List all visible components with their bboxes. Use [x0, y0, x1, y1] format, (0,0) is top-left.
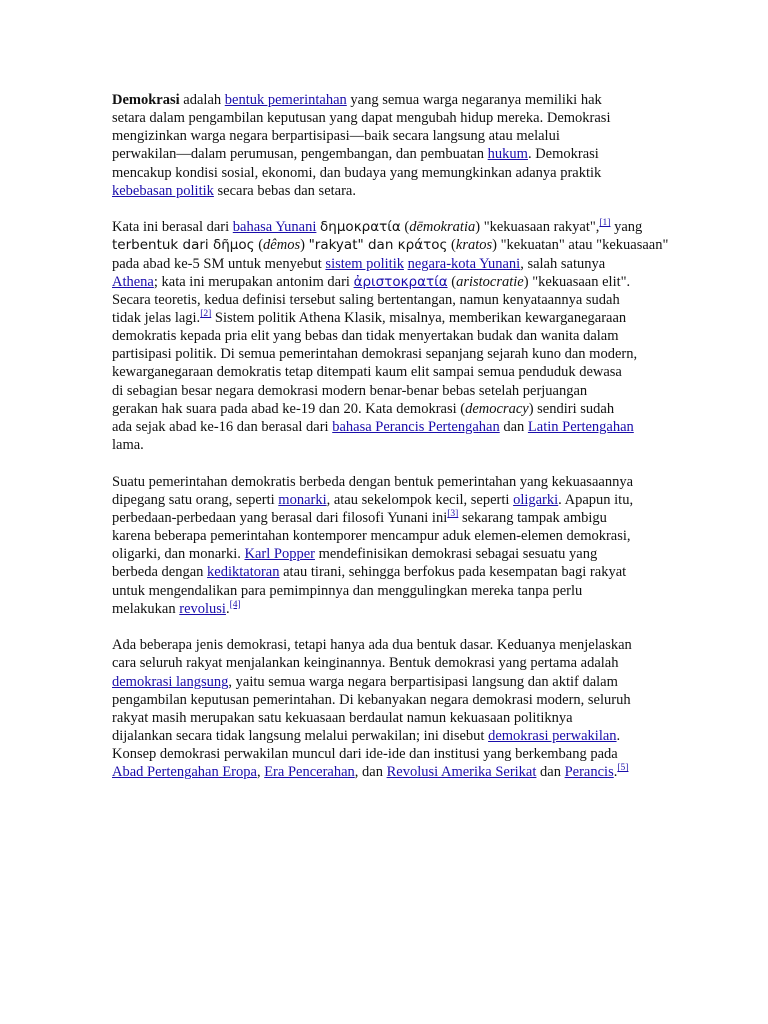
text-run: demokratis kepada pria elit yang bebas dan tidak menyertakan budak dan wanita dalam: [112, 328, 619, 345]
link-latin-pertengahan[interactable]: Latin Pertengahan: [527, 418, 634, 435]
text-run: ) "kekuasaan rakyat",: [475, 219, 600, 236]
text-run: ,: [256, 764, 265, 781]
text-run: , dan: [354, 764, 387, 781]
link-kediktatoran[interactable]: kediktatoran: [207, 564, 280, 581]
text-run: ) "kekuatan" atau "kekuasaan": [492, 237, 669, 254]
text-run: (: [400, 219, 410, 236]
paragraph: [112, 473, 672, 618]
link-revolusi-amerika-serikat[interactable]: Revolusi Amerika Serikat: [386, 764, 537, 781]
text-line: [112, 145, 672, 163]
text-line: [112, 400, 672, 418]
text-run: .: [225, 600, 230, 617]
text-run: perbedaan-perbedaan yang berasal dari filosofi Yunani ini: [112, 509, 448, 526]
text-run: atau tirani, sehingga berfokus pada kesempatan bagi rakyat: [279, 564, 627, 581]
link-monarki[interactable]: monarki: [278, 491, 327, 508]
text-run: dêmos: [263, 237, 301, 254]
text-run: adalah: [179, 92, 225, 108]
text-run: mengizinkan warga negara berpartisipasi—baik secara langsung atau melalui: [112, 128, 560, 145]
paragraph: [112, 636, 672, 781]
text-run: .: [613, 764, 618, 781]
text-line: [112, 654, 672, 672]
text-run: (: [447, 273, 457, 290]
text-run: ): [300, 237, 309, 254]
text-line: [112, 418, 672, 436]
text-run: gerakan hak suara pada abad ke-19 dan 20. Kata demokrasi (: [112, 400, 466, 417]
link-aristokratia[interactable]: ἀριστοκρατία: [353, 273, 448, 290]
text-run: (: [254, 237, 264, 254]
text-run: dēmokratia: [409, 219, 476, 236]
text-run: .: [616, 728, 621, 744]
text-line: [112, 709, 672, 727]
footnote-ref-3[interactable]: [3]: [447, 508, 459, 519]
text-line: [112, 273, 672, 291]
link-hukum[interactable]: hukum: [487, 146, 528, 163]
text-line: [112, 255, 672, 273]
link-oligarki[interactable]: oligarki: [513, 491, 559, 508]
text-run: melakukan: [112, 600, 180, 617]
text-run: tidak jelas lagi.: [112, 310, 201, 327]
footnote-ref-2[interactable]: [2]: [200, 309, 212, 320]
text-line: [112, 327, 672, 345]
text-run: democracy: [465, 400, 529, 417]
text-line: [112, 309, 672, 327]
text-run: dipegang satu orang, seperti: [112, 491, 279, 508]
text-line: [112, 545, 672, 563]
greek-kratos: "rakyat" dan κράτος: [308, 237, 448, 254]
text-run: karena beberapa pemerintahan kontemporer mencampur aduk elemen-elemen demokrasi,: [112, 528, 631, 545]
text-run: Kata ini berasal dari: [112, 219, 233, 236]
text-line: [112, 673, 672, 691]
text-run: lama.: [112, 437, 144, 454]
greek-demokratia: δημοκρατία: [320, 219, 401, 236]
text-run: ) sendiri sudah: [528, 400, 615, 417]
text-line: [112, 745, 672, 763]
text-run: yang: [610, 219, 643, 236]
text-line: [112, 236, 672, 254]
greek-demos: terbentuk dari δῆμος: [112, 237, 255, 254]
text-run: dan: [536, 764, 565, 781]
text-line: [112, 436, 672, 454]
text-line: [112, 563, 672, 581]
link-bahasa-yunani[interactable]: bahasa Yunani: [232, 219, 317, 236]
text-line: [112, 164, 672, 182]
text-run: Secara teoretis, kedua definisi tersebut saling bertentangan, namun kenyataannya sudah: [112, 291, 620, 308]
link-bahasa-perancis-pertengahan[interactable]: bahasa Perancis Pertengahan: [332, 418, 500, 435]
footnote-ref-4[interactable]: [4]: [229, 599, 241, 610]
text-line: [112, 763, 672, 781]
link-abad-pertengahan-eropa[interactable]: Abad Pertengahan Eropa: [112, 764, 257, 781]
text-run: dan: [499, 418, 528, 435]
paragraph: [112, 218, 672, 454]
text-line: [112, 636, 672, 654]
link-revolusi[interactable]: revolusi: [179, 600, 226, 617]
term-demokrasi: Demokrasi: [112, 92, 180, 108]
text-run: rakyat masih merupakan satu kekuasaan berdaulat namun kekuasaan politiknya: [112, 709, 573, 726]
text-run: ) "kekuasaan elit".: [523, 273, 631, 290]
text-line: [112, 582, 672, 600]
text-line: [112, 127, 672, 145]
text-line: [112, 727, 672, 745]
text-line: [112, 527, 672, 545]
text-run: kewarganegaraan demokratis tetap ditempati kaum elit sampai semua penduduk dewasa: [112, 364, 622, 381]
text-run: ada sejak abad ke-16 dan berasal dari: [112, 418, 333, 435]
link-demokrasi-perwakilan[interactable]: demokrasi perwakilan: [488, 728, 617, 744]
text-line: [112, 473, 672, 491]
text-run: dijalankan secara tidak langsung melalui perwakilan; ini disebut: [112, 728, 489, 744]
text-line: [112, 363, 672, 381]
text-run: Ada beberapa jenis demokrasi, tetapi hanya ada dua bentuk dasar. Keduanya menjelaskan: [112, 637, 632, 654]
text-line: [112, 218, 672, 236]
text-run: Sistem politik Athena Klasik, misalnya, memberikan kewarganegaraan: [211, 310, 627, 327]
link-sistem-politik[interactable]: sistem politik: [325, 255, 404, 272]
text-run: , salah satunya: [520, 255, 606, 272]
footnote-ref-1[interactable]: [1]: [599, 218, 611, 229]
text-run: untuk mengendalikan para pemimpinnya dan menggulingkan mereka tanpa perlu: [112, 582, 583, 599]
text-run: perwakilan—dalam perumusan, pengembangan, dan pembuatan: [112, 146, 488, 163]
link-era-pencerahan[interactable]: Era Pencerahan: [264, 764, 355, 781]
text-run: pengambilan keputusan pemerintahan. Di kebanyakan negara demokrasi modern, seluruh: [112, 691, 631, 708]
text-run: mencakup kondisi sosial, ekonomi, dan budaya yang memungkinkan adanya praktik: [112, 164, 602, 181]
text-line: [112, 491, 672, 509]
text-run: Suatu pemerintahan demokratis berbeda dengan bentuk pemerintahan yang kekuasaannya: [112, 473, 634, 490]
link-athena[interactable]: Athena: [112, 273, 154, 290]
text-line: [112, 91, 672, 109]
footnote-ref-5[interactable]: [5]: [617, 763, 629, 774]
text-run: . Demokrasi: [527, 146, 599, 163]
text-run: ; kata ini merupakan antonim dari: [153, 273, 354, 290]
text-line: [112, 182, 672, 200]
link-kebebasan-politik[interactable]: kebebasan politik: [112, 182, 214, 199]
text-run: . Apapun itu,: [558, 491, 634, 508]
text-line: [112, 345, 672, 363]
text-run: , atau sekelompok kecil, seperti: [326, 491, 514, 508]
text-run: Konsep demokrasi perwakilan muncul dari ide-ide dan institusi yang berkembang pada: [112, 746, 618, 763]
text-line: [112, 509, 672, 527]
text-run: berbeda dengan: [112, 564, 208, 581]
text-run: yang semua warga negaranya memiliki hak: [346, 92, 602, 108]
text-run: (: [447, 237, 456, 254]
text-run: oligarki, dan monarki.: [112, 546, 245, 563]
text-line: [112, 691, 672, 709]
text-run: , yaitu semua warga negara berpartisipasi langsung dan aktif dalam: [228, 673, 618, 690]
text-line: [112, 382, 672, 400]
link-perancis[interactable]: Perancis: [564, 764, 614, 781]
text-run: pada abad ke-5 SM untuk menyebut: [112, 255, 326, 272]
link-demokrasi-langsung[interactable]: demokrasi langsung: [112, 673, 229, 690]
text-run: partisipasi politik. Di semua pemerintahan demokrasi sepanjang sejarah kuno dan modern,: [112, 346, 638, 363]
text-line: [112, 109, 672, 127]
text-run: kratos: [455, 237, 493, 254]
paragraph: [112, 91, 672, 200]
text-run: setara dalam pengambilan keputusan yang dapat mengubah hidup mereka. Demokrasi: [112, 110, 611, 127]
link-negara-kota-yunani[interactable]: negara-kota Yunani: [407, 255, 521, 272]
text-line: [112, 291, 672, 309]
text-run: mendefinisikan demokrasi sebagai sesuatu yang: [314, 546, 598, 563]
text-run: secara bebas dan setara.: [213, 182, 356, 199]
text-line: [112, 600, 672, 618]
link-bentuk-pemerintahan[interactable]: bentuk pemerintahan: [224, 92, 347, 108]
text-run: cara seluruh rakyat menjalankan keinginannya. Bentuk demokrasi yang pertama adalah: [112, 655, 619, 672]
text-run: sekarang tampak ambigu: [458, 509, 607, 526]
link-karl-popper[interactable]: Karl Popper: [244, 546, 315, 563]
text-run: aristocratie: [456, 273, 524, 290]
article-body: [112, 91, 672, 800]
text-run: di sebagian besar negara demokrasi modern benar-benar bebas setelah perjuangan: [112, 382, 588, 399]
